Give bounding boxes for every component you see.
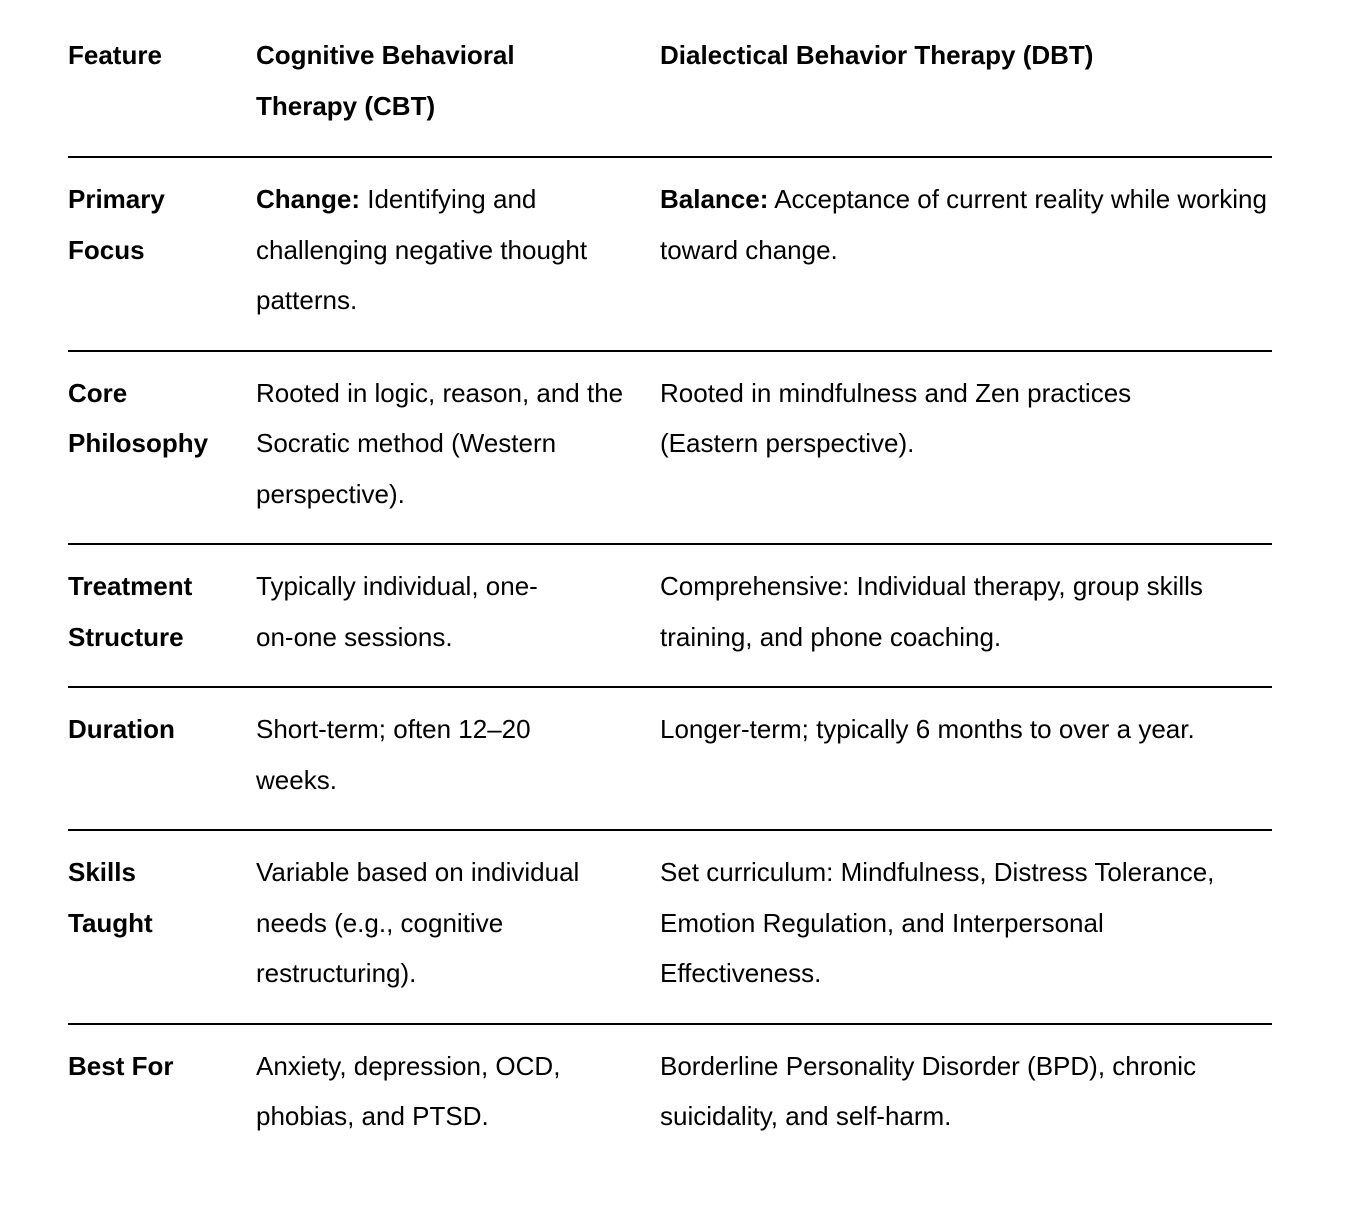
row-dbt: Longer-term; typically 6 months to over a year.: [660, 687, 1272, 830]
table-row-treatment-structure: [68, 544, 1272, 687]
row-feature: Duration: [68, 687, 256, 830]
table-row-best-for: [68, 1024, 1272, 1166]
table-row-core-philosophy: [68, 351, 1272, 545]
row-cbt: Anxiety, depression, OCD, phobias, and PTSD.: [256, 1050, 561, 1131]
cbt-text: Identifying and challenging negative thought patterns.: [256, 184, 588, 315]
row-dbt: [660, 157, 1272, 351]
row-dbt: Borderline Personality Disorder (BPD), chronic suicidality, and self-harm.: [660, 1050, 1197, 1131]
cbt-dbt-comparison-table: [68, 30, 1272, 1166]
row-cbt: Typically individual, one-on-one sessions.: [256, 544, 660, 687]
table-body: [68, 157, 1272, 1166]
dbt-lead-label: Balance:: [660, 184, 769, 214]
row-dbt: Rooted in mindfulness and Zen practices (Eastern perspective).: [660, 351, 1272, 545]
row-cbt: [256, 157, 660, 351]
table-header: [68, 30, 1272, 157]
row-feature: Best For: [68, 1050, 174, 1081]
table-row-duration: [68, 687, 1272, 830]
row-dbt: Comprehensive: Individual therapy, group skills training, and phone coaching.: [660, 544, 1272, 687]
dbt-text: Acceptance of current reality while working toward change.: [660, 184, 1267, 265]
row-feature: Treatment Structure: [68, 544, 256, 687]
row-cbt: Variable based on individual needs (e.g., cognitive restructuring).: [256, 830, 660, 1024]
row-feature: Primary Focus: [68, 157, 256, 351]
table-row-primary-focus: [68, 157, 1272, 351]
row-feature: Core Philosophy: [68, 351, 256, 545]
cbt-lead-label: Change:: [256, 184, 360, 214]
header-row: [68, 30, 1272, 157]
row-cbt: Short-term; often 12–20 weeks.: [256, 687, 660, 830]
row-dbt: Set curriculum: Mindfulness, Distress Tolerance, Emotion Regulation, and Interpersonal Effectiveness.: [660, 830, 1272, 1024]
header-dbt: Dialectical Behavior Therapy (DBT): [660, 30, 1272, 157]
header-cbt: Cognitive Behavioral Therapy (CBT): [256, 30, 660, 157]
table-row-skills-taught: [68, 830, 1272, 1024]
row-cbt: Rooted in logic, reason, and the Socratic method (Western perspective).: [256, 351, 660, 545]
header-feature: Feature: [68, 30, 256, 157]
row-feature: Skills Taught: [68, 830, 256, 1024]
